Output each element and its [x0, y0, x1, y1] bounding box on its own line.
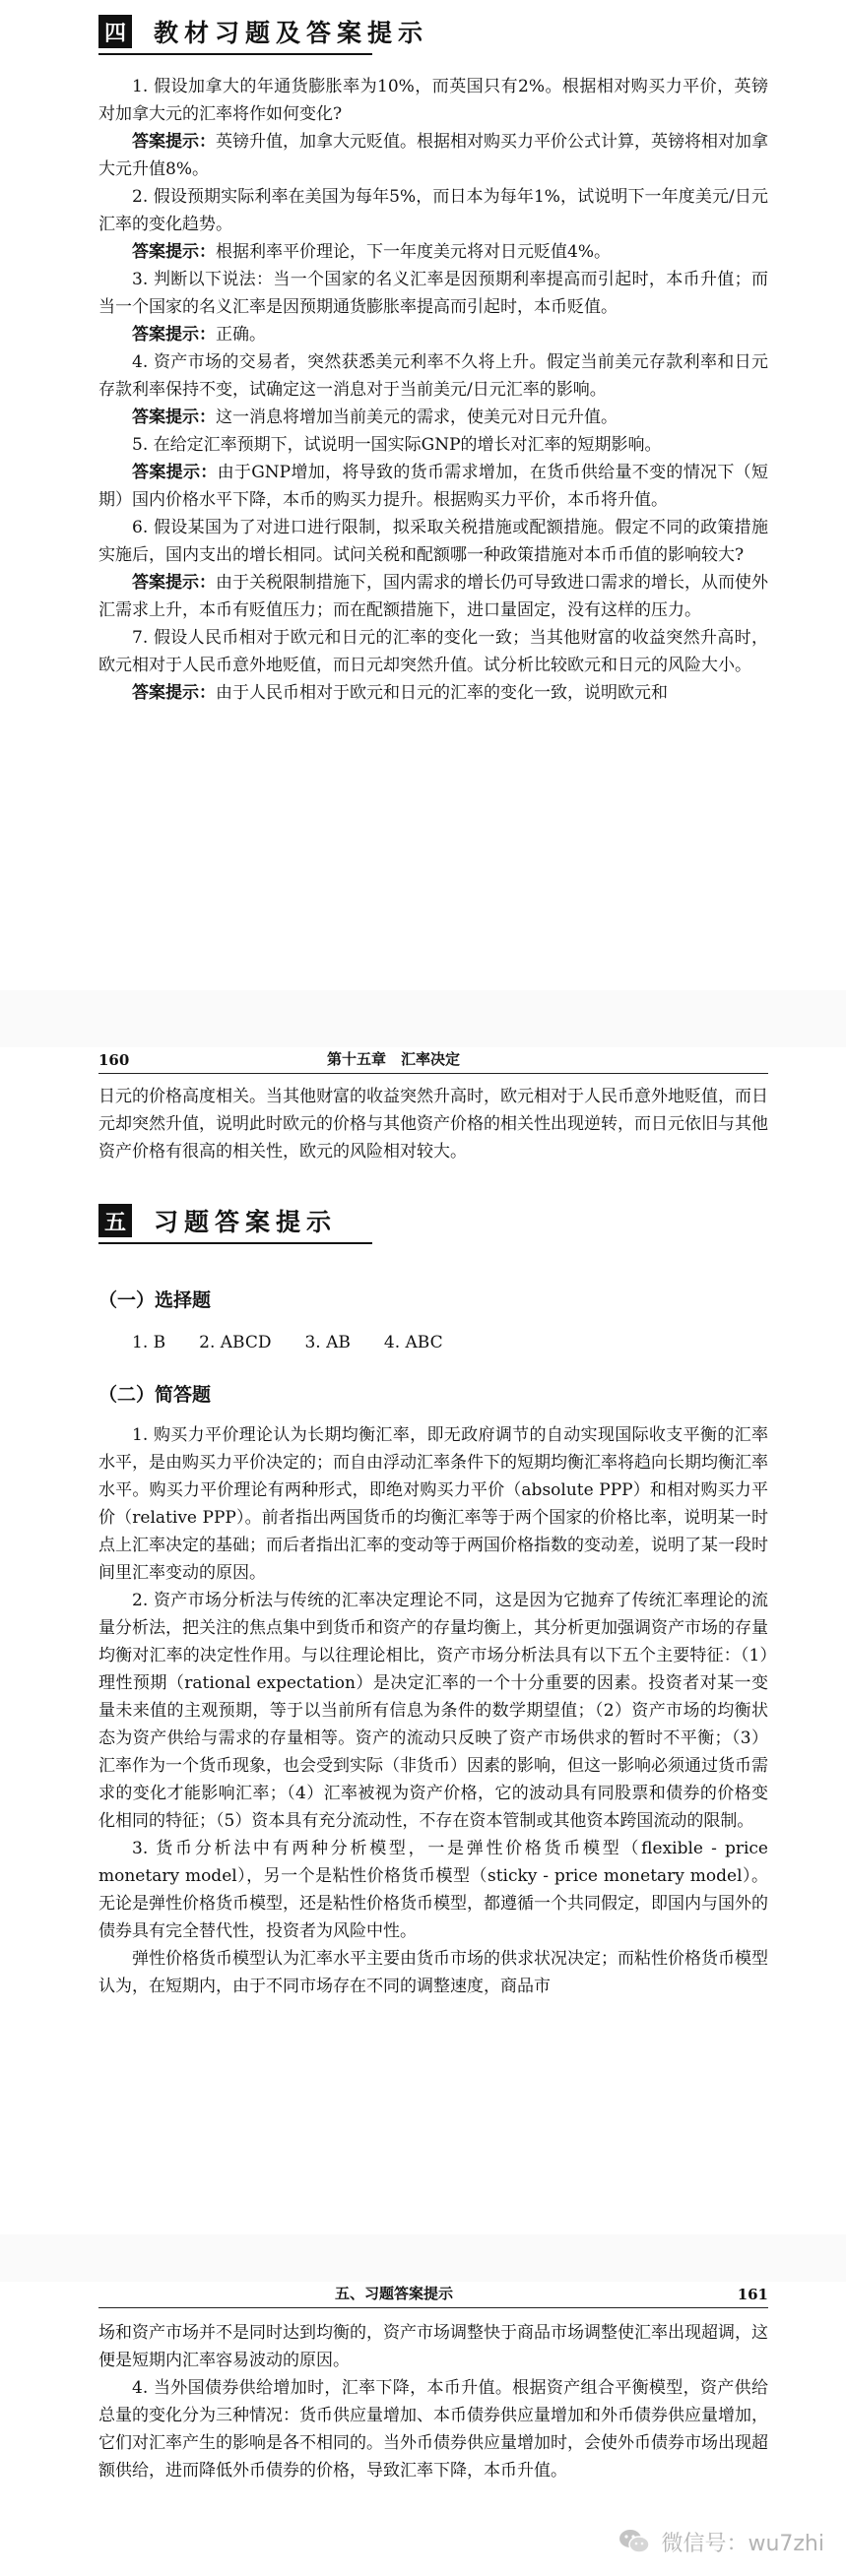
page-gap — [0, 2234, 846, 2282]
paragraph: 1. 购买力平价理论认为长期均衡汇率，即无政府调节的自动实现国际收支平衡的汇率水平，是由购买力平价决定的；而自由浮动汇率条件下的短期均衡汇率将趋向长期均衡汇率水平。购买力平价理论有两种形式，即绝对购买力平价（absolute PPP）和相对购买力平价（relative PPP）。前者指出两国货币的均衡汇率等于两个国家的价格比率，说明某一时点上汇率决定的基础；而后者指出汇率的变动等于两国价格指数的变动差，说明了某一段时间里汇率变动的原因。 — [98, 1425, 768, 1583]
section-number: 四 — [98, 15, 132, 48]
wechat-icon — [618, 2525, 651, 2558]
section-title: 习题答案提示 — [154, 1208, 338, 1236]
answer-hint-label: 答案提示： — [132, 242, 216, 262]
question — [98, 514, 768, 569]
paragraph-text: 1. 假设加拿大的年通货膨胀率为10%，而英国只有2%。根据相对购买力平价，英镑对加拿大元的汇率将作如何变化? — [98, 77, 768, 124]
paragraph-text: 4. 资产市场的交易者，突然获悉美元利率不久将上升。假定当前美元存款利率和日元存款利率保持不变，试确定这一消息对于当前美元/日元汇率的影响。 — [98, 352, 768, 400]
question — [98, 73, 768, 128]
watermark — [618, 2525, 824, 2558]
paragraph-text: 6. 假设某国为了对进口进行限制，拟采取关税措施或配额措施。假定不同的政策措施实施后，国内支出的增长相同。试问关税和配额哪一种政策措施对本币币值的影响较大? — [98, 518, 768, 565]
running-header — [98, 1047, 768, 1074]
answer-hint — [98, 459, 768, 514]
paragraph: 场和资产市场并不是同时达到均衡的，资产市场调整快于商品市场调整使汇率出现超调，这便是短期内汇率容易波动的原因。 — [98, 2323, 768, 2370]
choice-answer: 1. B — [132, 1333, 166, 1352]
watermark-text: 微信号：wu7zhi — [661, 2531, 824, 2556]
answer-hint-label: 答案提示： — [132, 408, 216, 427]
answer-hint-label: 答案提示： — [132, 573, 216, 593]
answer-hint-label: 答案提示： — [132, 132, 216, 152]
page-number: 160 — [98, 1051, 130, 1069]
paragraph-text: 由于人民币相对于欧元和日元的汇率的变化一致，说明欧元和 — [216, 683, 668, 703]
exercise-body — [98, 73, 768, 707]
page-2 — [0, 1047, 846, 2234]
paragraph: 弹性价格货币模型认为汇率水平主要由货币市场的供求状况决定；而粘性价格货币模型认为，在短期内，由于不同市场存在不同的调整速度，商品市 — [98, 1949, 768, 1996]
continuation-text — [98, 1083, 768, 1165]
running-header — [98, 2282, 768, 2308]
question — [98, 183, 768, 238]
section-title: 教材习题及答案提示 — [154, 19, 429, 47]
short-answer-body — [98, 2319, 768, 2484]
paragraph-text: 3. 判断以下说法：当一个国家的名义汇率是因预期利率提高而引起时，本币升值；而当一个国家的名义汇率是因预期通货膨胀率提高而引起时，本币贬值。 — [98, 270, 768, 317]
paragraph-text: 2. 假设预期实际利率在美国为每年5%，而日本为每年1%，试说明下一年度美元/日元汇率的变化趋势。 — [98, 187, 768, 234]
answer-hint — [98, 569, 768, 624]
question — [98, 431, 768, 459]
choice-answer: 4. ABC — [383, 1333, 443, 1352]
section-rule — [98, 1242, 372, 1244]
page-3 — [0, 2282, 846, 2576]
section-number: 五 — [98, 1204, 132, 1237]
paragraph-text: 由于关税限制措施下，国内需求的增长仍可导致进口需求的增长，从而使外汇需求上升，本币有贬值压力；而在配额措施下，进口量固定，没有这样的压力。 — [98, 573, 768, 620]
paragraph-text: 正确。 — [216, 325, 266, 345]
paragraph-text: 根据利率平价理论，下一年度美元将对日元贬值4%。 — [216, 242, 611, 262]
choice-answers — [132, 1333, 443, 1352]
paragraph: 4. 当外国债券供给增加时，汇率下降，本币升值。根据资产组合平衡模型，资产供给总量的变化分为三种情况：货币供应量增加、本币债券供应量增加和外币债券供应量增加，它们对汇率产生的影响是各不相同的。当外币债券供应量增加时，会使外币债券市场出现超额供给，进而降低外币债券的价格，导致汇率下降，本币升值。 — [98, 2378, 768, 2481]
page-gap — [0, 990, 846, 1047]
question — [98, 348, 768, 404]
section-rule — [98, 53, 372, 55]
choice-answer: 2. ABCD — [199, 1333, 272, 1352]
subsection-heading: （一）选择题 — [98, 1289, 212, 1311]
section-heading — [98, 14, 428, 49]
subsection-heading: （二）简答题 — [98, 1384, 212, 1406]
paragraph: 2. 资产市场分析法与传统的汇率决定理论不同，这是因为它抛弃了传统汇率理论的流量分析法，把关注的焦点集中到货币和资产的存量均衡上，其分析更加强调资产市场的存量均衡对汇率的决定性作用。与以往理论相比，资产市场分析法具有以下五个主要特征：（1）理性预期（rational expectation）是决定汇率的一个十分重要的因素。投资者对某一变量未来值的主观预期，等于以当前所有信息为条件的数学期望值；（2）资产市场的均衡状态为资产供给与需求的存量相等。资产的流动只反映了资产市场供求的暂时不平衡；（3）汇率作为一个货币现象，也会受到实际（非货币）因素的影响，但这一影响必须通过货币需求的变化才能影响汇率；（4）汇率被视为资产价格，它的波动具有同股票和债券的价格变化相同的特征；（5）资本具有充分流动性，不存在资本管制或其他资本跨国流动的限制。 — [98, 1591, 768, 1831]
answer-hint — [98, 404, 768, 431]
chapter-title: 第十五章 汇率决定 — [327, 1050, 461, 1068]
paragraph-text: 5. 在给定汇率预期下，试说明一国实际GNP的增长对汇率的短期影响。 — [132, 435, 662, 455]
paragraph: 3. 货币分析法中有两种分析模型，一是弹性价格货币模型（flexible - price monetary model），另一个是粘性价格货币模型（sticky - price monetary model）。无论是弹性价格货币模型，还是粘性价格货币模型，都遵循一个共同假定，即国内与国外的债券具有完全替代性，投资者为风险中性。 — [98, 1839, 768, 1941]
paragraph-text: 由于GNP增加，将导致的货币需求增加，在货币供给量不变的情况下（短期）国内价格水平下降，本币的购买力提升。根据购买力平价，本币将升值。 — [98, 463, 768, 510]
page-1 — [0, 0, 846, 990]
question — [98, 624, 768, 679]
paragraph: 日元的价格高度相关。当其他财富的收益突然升高时，欧元相对于人民币意外地贬值，而日元却突然升值，说明此时欧元的价格与其他资产价格的相关性出现逆转，而日元依旧与其他资产价格有很高的相关性，欧元的风险相对较大。 — [98, 1087, 768, 1162]
answer-hint — [98, 321, 768, 348]
section-reference: 五、习题答案提示 — [335, 2285, 454, 2302]
paragraph-text: 英镑升值，加拿大元贬值。根据相对购买力平价公式计算，英镑将相对加拿大元升值8%。 — [98, 132, 768, 179]
answer-hint-label: 答案提示： — [132, 325, 216, 345]
answer-hint-label: 答案提示： — [132, 683, 216, 703]
answer-hint — [98, 238, 768, 266]
paragraph-text: 7. 假设人民币相对于欧元和日元的汇率的变化一致；当其他财富的收益突然升高时，欧元相对于人民币意外地贬值，而日元却突然升值。试分析比较欧元和日元的风险大小。 — [98, 628, 768, 675]
question — [98, 266, 768, 321]
answer-hint — [98, 679, 768, 707]
section-heading — [98, 1203, 337, 1238]
answer-hint — [98, 128, 768, 183]
answer-hint-label: 答案提示： — [132, 463, 218, 482]
paragraph-text: 这一消息将增加当前美元的需求，使美元对日元升值。 — [216, 408, 618, 427]
choice-answer: 3. AB — [304, 1333, 351, 1352]
page-number: 161 — [737, 2286, 768, 2303]
short-answer-body — [98, 1421, 768, 2000]
